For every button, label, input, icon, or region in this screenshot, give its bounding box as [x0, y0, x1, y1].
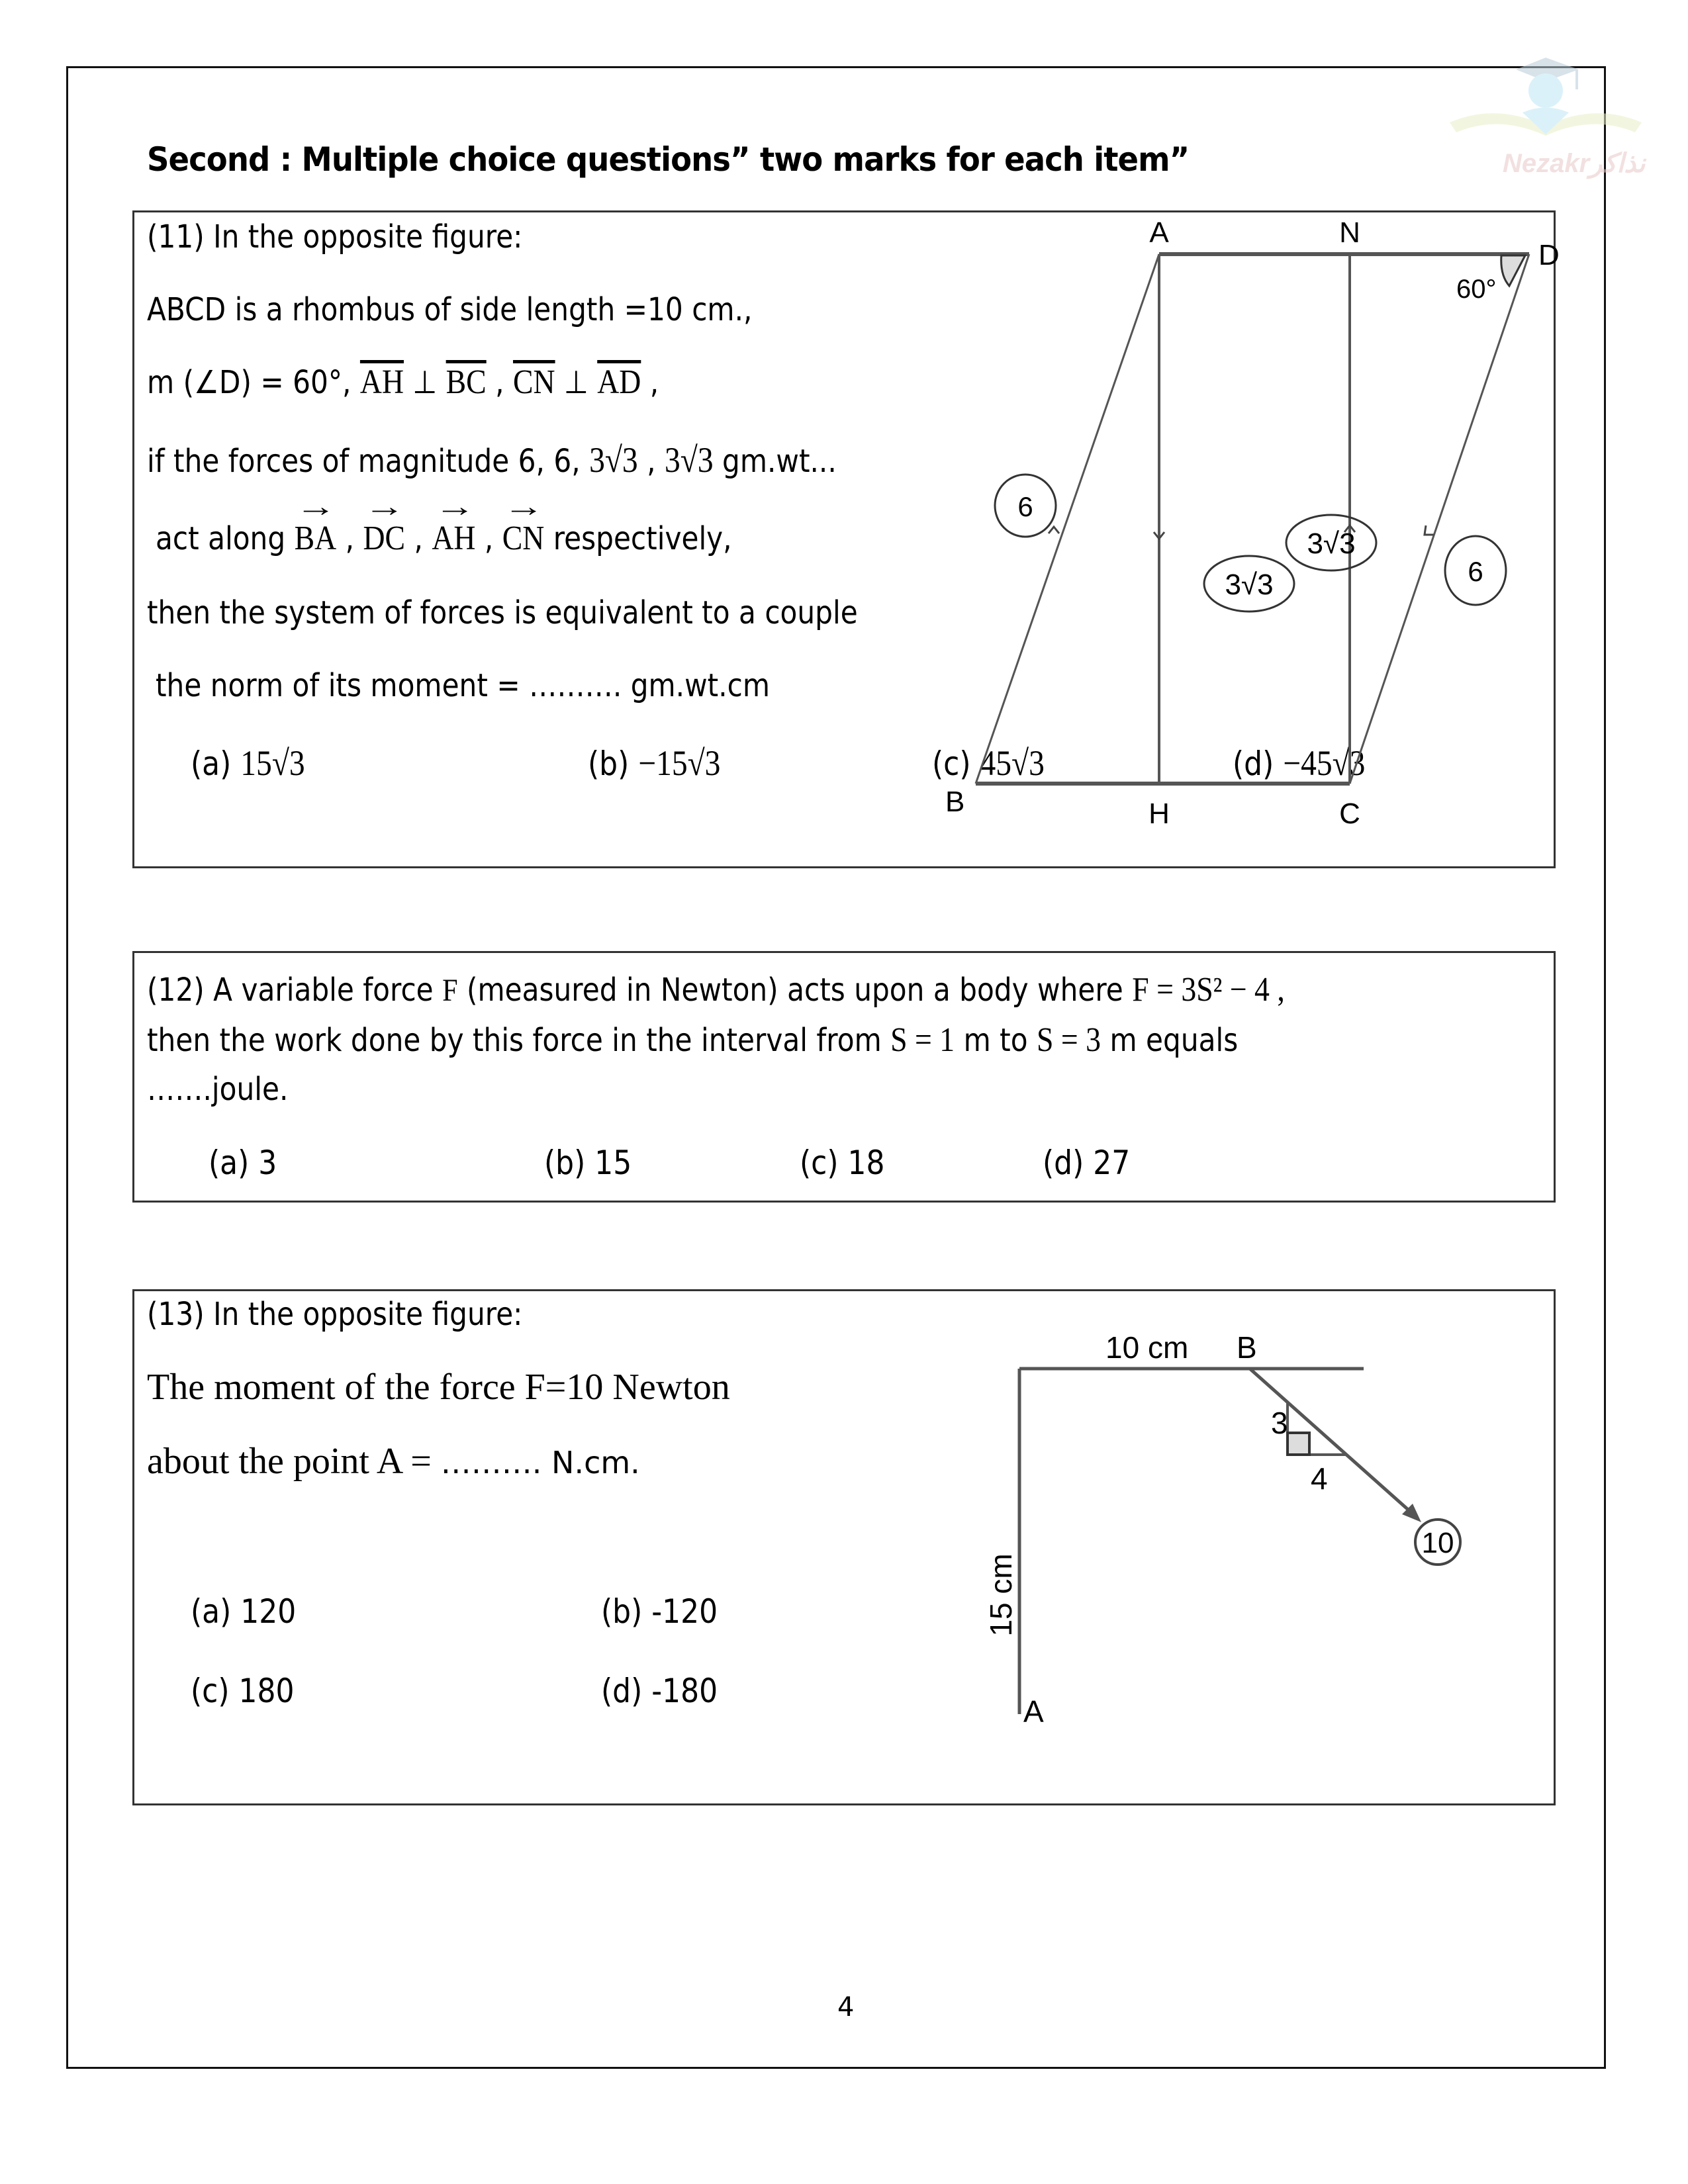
q12-text: m equals	[1101, 1022, 1239, 1059]
choice-value: −45√3	[1283, 743, 1366, 783]
point-B-label: B	[945, 786, 965, 818]
vector-CN: → CN	[502, 519, 545, 558]
q12-text: (measured in Newton) acts upon a body where	[457, 972, 1133, 1009]
angle-statement: m (∠D) = 60°,	[147, 364, 360, 401]
q12-line1	[147, 970, 1285, 1009]
nezakr-logo-watermark	[1436, 50, 1655, 182]
respectively-text: respectively,	[544, 520, 732, 557]
q13-choice-c[interactable]	[191, 1672, 295, 1710]
choice-label: (d)	[601, 1672, 643, 1710]
q13-line2: The moment of the force F=10 Newton	[147, 1367, 730, 1408]
choice-label: (b)	[588, 745, 630, 783]
point-A-label: A	[1023, 1694, 1044, 1729]
act-along-text: act along	[156, 520, 295, 557]
q11-line5	[156, 519, 732, 558]
point-D-label: D	[1538, 239, 1560, 271]
q11-choice-d[interactable]	[1233, 743, 1365, 784]
choice-label: (c)	[191, 1672, 230, 1710]
q12-text: m to	[955, 1022, 1037, 1059]
choice-value: 18	[847, 1144, 885, 1182]
right-angle-marker	[1288, 1433, 1309, 1455]
q11-line2: ABCD is a rhombus of side length =10 cm.,	[147, 291, 753, 328]
choice-value: -120	[651, 1592, 718, 1631]
choice-value: 15√3	[240, 743, 305, 783]
force-10-label: 10	[1421, 1527, 1454, 1559]
force-formula: F = 3S² − 4 ,	[1132, 971, 1285, 1009]
q11-line1: (11) In the opposite figure:	[147, 218, 523, 255]
cap-tassel	[1575, 69, 1578, 89]
s-start: S = 1	[890, 1021, 955, 1059]
point-H-label: H	[1149, 797, 1170, 830]
choice-value: 3	[258, 1144, 277, 1182]
point-N-label: N	[1339, 216, 1360, 249]
separator: ,	[475, 520, 502, 557]
perp-symbol: ⊥	[403, 364, 446, 401]
force-3root3-label-AH: 3√3	[1225, 569, 1274, 601]
choice-value: 45√3	[980, 743, 1045, 783]
segment-BC: $\overline{BC}$	[445, 363, 487, 401]
s-end: S = 3	[1037, 1021, 1102, 1059]
q13-line3	[147, 1440, 640, 1482]
moment-figure	[960, 1317, 1489, 1741]
choice-label: (b)	[601, 1592, 643, 1631]
vector-AH: → AH	[432, 519, 475, 558]
choice-label: (c)	[932, 745, 971, 783]
segment-AD: $\overline{AD}$	[597, 363, 641, 401]
q12-choice-b[interactable]	[544, 1144, 632, 1182]
choice-label: (a)	[209, 1144, 250, 1182]
q13-choice-d[interactable]	[601, 1672, 718, 1710]
q11-line4	[147, 439, 837, 480]
vector-BA: → BA	[295, 519, 337, 558]
head-shape	[1528, 73, 1563, 108]
separator: ,	[336, 520, 363, 557]
choice-value: -180	[651, 1672, 718, 1710]
q12-choice-d[interactable]	[1043, 1144, 1130, 1182]
segment-AH: $\overline{AH}$	[359, 363, 404, 401]
force-3root3-b: 3√3	[664, 440, 714, 480]
q12-choice-a[interactable]	[209, 1144, 277, 1182]
vector-DC: → DC	[363, 519, 405, 558]
unit-text: gm.wt...	[713, 443, 837, 480]
choice-label: (d)	[1043, 1144, 1084, 1182]
q11-line7: the norm of its moment = ………. gm.wt.cm	[156, 667, 771, 704]
choice-value: 180	[238, 1672, 295, 1710]
force-6-label-BA: 6	[1017, 491, 1033, 522]
choice-label: (b)	[544, 1144, 586, 1182]
label-15cm: 15 cm	[984, 1553, 1018, 1637]
force-3root3-a: 3√3	[589, 440, 638, 480]
separator: ,	[486, 364, 513, 401]
q12-text: then the work done by this force in the interval from	[147, 1022, 891, 1059]
q13-choice-b[interactable]	[601, 1592, 718, 1631]
force-F: F	[442, 973, 458, 1008]
q13-line1: (13) In the opposite figure:	[147, 1296, 523, 1333]
q13-choice-a[interactable]	[191, 1592, 296, 1631]
q13-text: about the point A =	[147, 1441, 441, 1482]
section-title: Second : Multiple choice questions” two marks for each item”	[147, 140, 1190, 179]
label-3: 3	[1271, 1406, 1288, 1440]
point-C-label: C	[1339, 797, 1360, 830]
angle-60-label: 60°	[1456, 275, 1497, 304]
choice-label: (a)	[191, 1592, 232, 1631]
choice-value: −15√3	[638, 743, 721, 783]
comma: ,	[641, 364, 659, 401]
point-B-label: B	[1237, 1330, 1257, 1365]
q11-line6: then the system of forces is equivalent to a couple	[147, 594, 858, 631]
q11-choice-b[interactable]	[588, 743, 720, 784]
force-6-label-DC: 6	[1468, 556, 1483, 587]
label-4: 4	[1311, 1461, 1328, 1496]
page-number: 4	[837, 1992, 855, 2023]
forces-text: if the forces of magnitude 6, 6,	[147, 443, 590, 480]
choice-label: (c)	[800, 1144, 839, 1182]
q13-unit: ………. N.cm.	[440, 1445, 640, 1480]
arrow-DC-icon	[1425, 525, 1434, 535]
point-A-label: A	[1149, 216, 1169, 249]
choice-label: (d)	[1233, 745, 1274, 783]
choice-label: (a)	[191, 745, 232, 783]
choice-value: 120	[240, 1592, 297, 1631]
q11-line3	[147, 363, 659, 402]
choice-value: 27	[1093, 1144, 1131, 1182]
label-10cm: 10 cm	[1105, 1330, 1189, 1365]
q12-line3: …….joule.	[147, 1071, 289, 1108]
separator: ,	[405, 520, 432, 557]
watermark-text: Nezakrنذاكر	[1503, 149, 1646, 178]
force-line	[1250, 1369, 1413, 1514]
q12-line2	[147, 1021, 1238, 1060]
q11-choice-a[interactable]	[191, 743, 305, 784]
choice-value: 15	[594, 1144, 632, 1182]
angle-D-marker	[1501, 255, 1525, 286]
perp-symbol: ⊥	[555, 364, 598, 401]
q12-text: (12) A variable force	[147, 972, 443, 1009]
force-3root3-label-CN: 3√3	[1307, 527, 1356, 560]
segment-CN: $\overline{CN}$	[512, 363, 555, 401]
separator: ,	[637, 443, 665, 480]
arrow-BA-icon	[1049, 527, 1059, 533]
q12-choice-c[interactable]	[800, 1144, 885, 1182]
